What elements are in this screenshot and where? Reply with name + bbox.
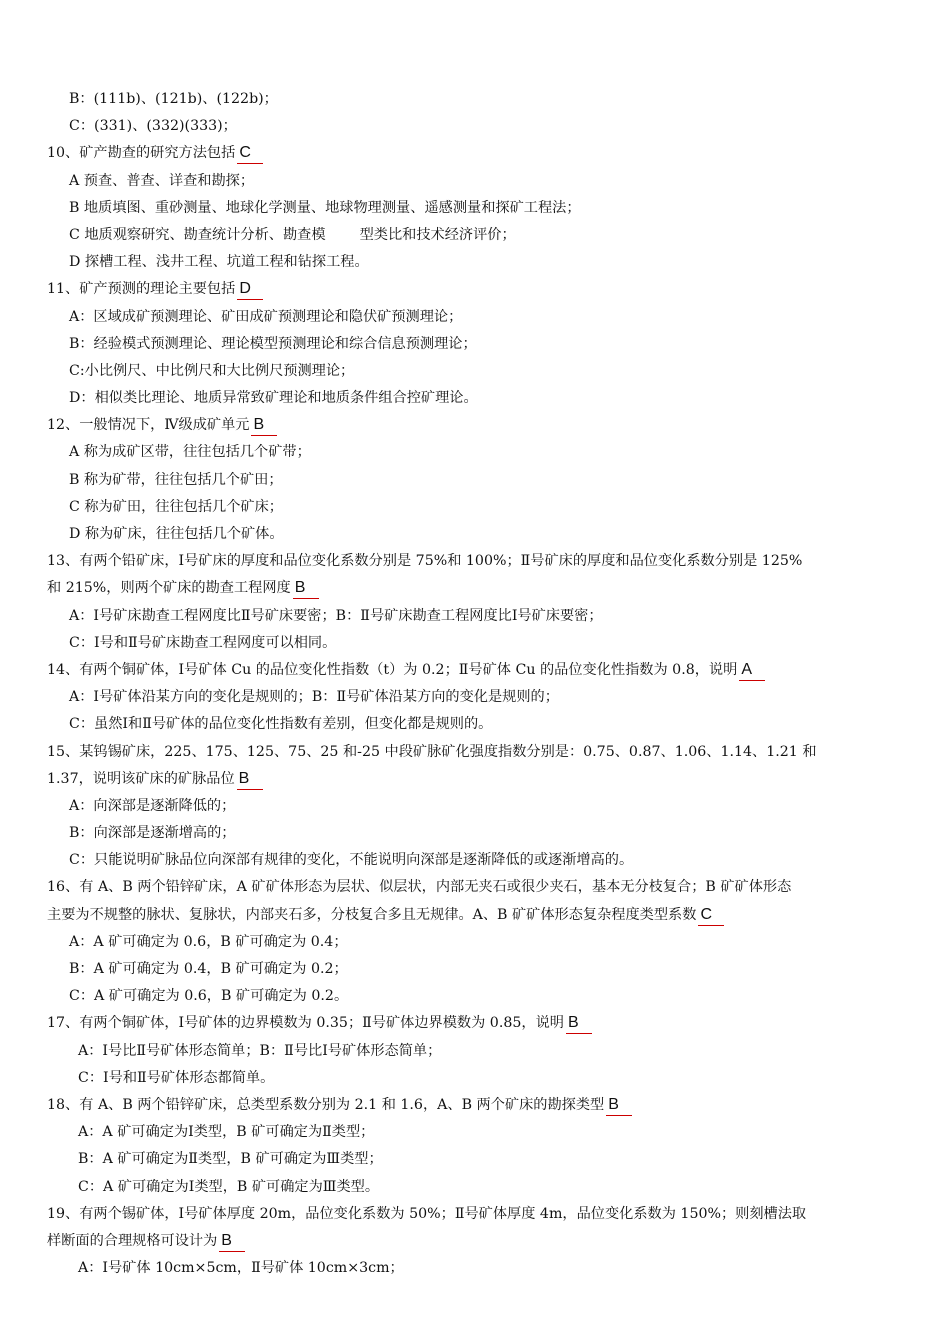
line-text: A：Ⅰ号比Ⅱ号矿体形态简单；B：Ⅱ号比Ⅰ号矿体形态简单；	[78, 1042, 442, 1059]
answer-blank: B	[219, 1231, 245, 1252]
option-line	[0, 467, 950, 494]
option-line	[0, 1146, 950, 1173]
line-text: B：向深部是逐渐增高的；	[69, 825, 236, 842]
line-text: C：Ⅰ号和Ⅱ号矿体形态都简单。	[78, 1069, 275, 1086]
option-line	[0, 168, 950, 195]
line-text: D：相似类比理论、地质异常致矿理论和地质条件组合控矿理论。	[69, 390, 478, 407]
document-page	[0, 86, 950, 1282]
answer-blank: D	[237, 279, 263, 300]
line-text: 11、矿产预测的理论主要包括	[47, 281, 236, 298]
option-line	[0, 494, 950, 521]
question-continuation-line	[0, 575, 950, 602]
line-text: C：Ⅰ号和Ⅱ号矿床勘查工程网度可以相同。	[69, 634, 337, 651]
option-line	[0, 521, 950, 548]
line-text: 主要为不规整的脉状、复脉状，内部夹石多，分枝复合多且无规律。A、B 矿矿体形态复杂程度类型系数	[47, 906, 697, 923]
answer-blank: A	[739, 660, 765, 681]
option-line	[0, 222, 950, 249]
line-text: A：向深部是逐渐降低的；	[69, 797, 236, 814]
option-line	[0, 820, 950, 847]
line-text: B 称为矿带，往往包括几个矿田；	[69, 471, 283, 488]
option-line	[0, 711, 950, 738]
line-text: C 地质观察研究、勘查统计分析、勘查模	[69, 226, 326, 243]
line-text: C：A 矿可确定为Ⅰ类型，B 矿可确定为Ⅲ类型。	[78, 1178, 380, 1195]
line-text: C：(331)、(332)(333)；	[69, 118, 237, 135]
line-text: 13、有两个铅矿床，Ⅰ号矿床的厚度和品位变化系数分别是 75%和 100%；Ⅱ号矿床的厚度和品位变化系数分别是 125%	[47, 553, 803, 570]
question-line	[0, 412, 950, 439]
line-text: 10、矿产勘查的研究方法包括	[47, 145, 236, 162]
line-text: 14、有两个铜矿体，Ⅰ号矿体 Cu 的品位变化性指数（t）为 0.2；Ⅱ号矿体 Cu 的品位变化性指数为 0.8，说明	[47, 661, 738, 678]
line-text: B：经验模式预测理论、理论模型预测理论和综合信息预测理论；	[69, 335, 477, 352]
line-text: A：Ⅰ号矿体 10cm×5cm，Ⅱ号矿体 10cm×3cm；	[78, 1260, 404, 1277]
question-line	[0, 548, 950, 575]
line-text: B：A 矿可确定为 0.4，B 矿可确定为 0.2；	[69, 961, 348, 977]
option-line	[0, 304, 950, 331]
question-line	[0, 657, 950, 684]
option-line	[0, 113, 950, 140]
option-line	[0, 684, 950, 711]
question-continuation-line	[0, 1228, 950, 1255]
line-text: 18、有 A、B 两个铅锌矿床，总类型系数分别为 2.1 和 1.6，A、B 两个矿床的勘探类型	[47, 1096, 605, 1113]
answer-blank: B	[606, 1095, 632, 1116]
option-line	[0, 603, 950, 630]
question-line	[0, 140, 950, 167]
line-text: A 称为成矿区带，往往包括几个矿带；	[69, 444, 311, 461]
option-line	[0, 983, 950, 1010]
option-line	[0, 929, 950, 956]
line-text: 样断面的合理规格可设计为	[47, 1232, 218, 1249]
line-text: A：Ⅰ号矿体沿某方向的变化是规则的；B：Ⅱ号矿体沿某方向的变化是规则的；	[69, 689, 559, 706]
line-text: 12、一般情况下，Ⅳ级成矿单元	[47, 417, 250, 434]
line-text: A：区域成矿预测理论、矿田成矿预测理论和隐伏矿预测理论；	[69, 308, 463, 325]
answer-blank: B	[566, 1013, 592, 1034]
option-line	[0, 847, 950, 874]
line-text: 19、有两个锡矿体，Ⅰ号矿体厚度 20m，品位变化系数为 50%；Ⅱ号矿体厚度 4m，品位变化系数为 150%；则刻槽法取	[47, 1205, 807, 1222]
question-line	[0, 874, 950, 901]
option-line	[0, 358, 950, 385]
answer-blank: C	[237, 143, 263, 164]
question-line	[0, 739, 950, 766]
line-text: 16、有 A、B 两个铅锌矿床，A 矿矿体形态为层状、似层状，内部无夹石或很少夹石，基本无分枝复合；B 矿矿体形态	[47, 879, 792, 896]
answer-blank: B	[237, 769, 263, 790]
question-line	[0, 1010, 950, 1037]
option-line	[0, 385, 950, 412]
answer-blank: B	[251, 415, 277, 436]
option-line	[0, 630, 950, 657]
line-text: C：只能说明矿脉品位向深部有规律的变化，不能说明向深部是逐渐降低的或逐渐增高的。	[69, 852, 634, 869]
option-line	[0, 956, 950, 983]
option-line	[0, 1174, 950, 1201]
option-line	[0, 1255, 950, 1282]
line-text: C：A 矿可确定为 0.6，B 矿可确定为 0.2。	[69, 988, 349, 1005]
line-text: B 地质填图、重砂测量、地球化学测量、地球物理测量、遥感测量和探矿工程法；	[69, 199, 581, 216]
line-text: D 称为矿床，往往包括几个矿体。	[69, 526, 284, 542]
option-line	[0, 86, 950, 113]
question-line	[0, 1201, 950, 1228]
answer-blank: B	[293, 578, 319, 599]
question-continuation-line	[0, 902, 950, 929]
option-line	[0, 195, 950, 222]
answer-blank: C	[698, 905, 724, 926]
line-text: 1.37，说明该矿床的矿脉品位	[47, 770, 235, 787]
option-line	[0, 793, 950, 820]
option-line	[0, 249, 950, 276]
line-text: 和 215%，则两个矿床的勘查工程网度	[47, 580, 291, 597]
line-text: A 预查、普查、详查和勘探；	[69, 172, 255, 189]
option-line	[0, 1119, 950, 1146]
option-line	[0, 1038, 950, 1065]
line-text: C:小比例尺、中比例尺和大比例尺预测理论；	[69, 362, 355, 379]
line-text: 17、有两个铜矿体，Ⅰ号矿体的边界模数为 0.35；Ⅱ号矿体边界模数为 0.85，说明	[47, 1015, 564, 1032]
option-line	[0, 331, 950, 358]
line-text: B：(111b)、(121b)、(122b)；	[69, 91, 278, 107]
line-text: A：A 矿可确定为Ⅰ类型，B 矿可确定为Ⅱ类型；	[78, 1124, 375, 1141]
line-text: C 称为矿田，往往包括几个矿床；	[69, 498, 283, 515]
option-line	[0, 1065, 950, 1092]
line-text: A：Ⅰ号矿床勘查工程网度比Ⅱ号矿床要密；B：Ⅱ号矿床勘查工程网度比Ⅰ号矿床要密；	[69, 607, 603, 624]
option-line	[0, 439, 950, 466]
line-text: 15、某钨锡矿床，225、175、125、75、25 和-25 中段矿脉矿化强度指数分别是：0.75、0.87、1.06、1.14、1.21 和	[47, 743, 817, 760]
line-text-continued: 型类比和技术经济评价；	[359, 226, 516, 243]
question-line	[0, 1092, 950, 1119]
line-text: A：A 矿可确定为 0.6，B 矿可确定为 0.4；	[69, 933, 348, 950]
question-line	[0, 276, 950, 303]
line-text: D 探槽工程、浅井工程、坑道工程和钻探工程。	[69, 254, 369, 271]
line-text: C：虽然Ⅰ和Ⅱ号矿体的品位变化性指数有差别，但变化都是规则的。	[69, 716, 493, 733]
line-text: B：A 矿可确定为Ⅱ类型，B 矿可确定为Ⅲ类型；	[78, 1151, 383, 1168]
question-continuation-line	[0, 766, 950, 793]
